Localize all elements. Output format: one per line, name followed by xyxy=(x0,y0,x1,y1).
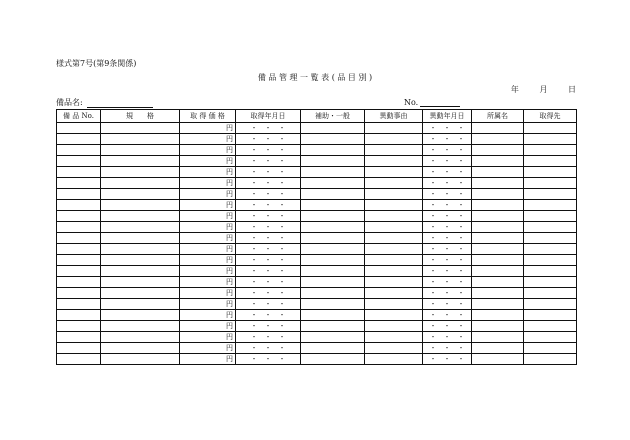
date-cell[interactable]: ・ ・ ・ xyxy=(236,145,301,156)
table-cell[interactable] xyxy=(101,156,180,167)
table-cell[interactable] xyxy=(365,332,423,343)
table-cell[interactable] xyxy=(101,288,180,299)
table-cell[interactable] xyxy=(524,266,577,277)
table-row xyxy=(57,233,577,244)
table-cell[interactable] xyxy=(365,200,423,211)
table-cell[interactable] xyxy=(57,178,101,189)
table-cell[interactable] xyxy=(472,343,524,354)
table-cell[interactable] xyxy=(101,167,180,178)
table-cell[interactable] xyxy=(101,332,180,343)
table-cell[interactable] xyxy=(101,244,180,255)
column-header: 所属名 xyxy=(472,110,524,123)
table-cell[interactable] xyxy=(365,156,423,167)
table-cell[interactable] xyxy=(472,244,524,255)
column-header: 補助・一般 xyxy=(301,110,365,123)
table-cell[interactable] xyxy=(472,255,524,266)
table-cell[interactable] xyxy=(101,178,180,189)
table-cell[interactable] xyxy=(57,299,101,310)
column-header: 規 格 xyxy=(101,110,180,123)
table-cell[interactable] xyxy=(365,145,423,156)
month-label: 月 xyxy=(539,85,548,94)
table-body xyxy=(57,123,577,365)
table-row xyxy=(57,354,577,365)
table-cell[interactable] xyxy=(301,167,365,178)
yen-cell[interactable]: 円 xyxy=(180,233,236,244)
table-cell[interactable] xyxy=(524,244,577,255)
table-cell[interactable] xyxy=(472,156,524,167)
table-cell[interactable] xyxy=(57,145,101,156)
table-cell[interactable] xyxy=(524,123,577,134)
table-row xyxy=(57,222,577,233)
table-cell[interactable] xyxy=(472,145,524,156)
date-cell[interactable]: ・ ・ ・ xyxy=(236,277,301,288)
yen-cell[interactable]: 円 xyxy=(180,332,236,343)
table-cell[interactable] xyxy=(57,156,101,167)
number-input-line[interactable] xyxy=(420,97,460,107)
table-row xyxy=(57,145,577,156)
date-cell[interactable]: ・ ・ ・ xyxy=(236,167,301,178)
table-cell[interactable] xyxy=(301,277,365,288)
table-row xyxy=(57,255,577,266)
date-cell[interactable]: ・ ・ ・ xyxy=(423,310,472,321)
table-cell[interactable] xyxy=(472,299,524,310)
column-header: 備 品 No. xyxy=(57,110,101,123)
yen-cell[interactable]: 円 xyxy=(180,189,236,200)
table-cell[interactable] xyxy=(524,354,577,365)
yen-cell[interactable]: 円 xyxy=(180,255,236,266)
date-cell[interactable]: ・ ・ ・ xyxy=(423,332,472,343)
table-cell[interactable] xyxy=(57,189,101,200)
table-cell[interactable] xyxy=(57,288,101,299)
table-row xyxy=(57,310,577,321)
date-cell[interactable]: ・ ・ ・ xyxy=(236,134,301,145)
table-cell[interactable] xyxy=(365,321,423,332)
table-cell[interactable] xyxy=(57,244,101,255)
date-cell[interactable]: ・ ・ ・ xyxy=(423,244,472,255)
table-row xyxy=(57,156,577,167)
table-cell[interactable] xyxy=(472,233,524,244)
table-cell[interactable] xyxy=(472,123,524,134)
date-cell[interactable]: ・ ・ ・ xyxy=(423,156,472,167)
table-cell[interactable] xyxy=(57,200,101,211)
table-cell[interactable] xyxy=(57,211,101,222)
table-cell[interactable] xyxy=(101,343,180,354)
date-cell[interactable]: ・ ・ ・ xyxy=(423,321,472,332)
table-cell[interactable] xyxy=(365,167,423,178)
table-row xyxy=(57,167,577,178)
table-header-row xyxy=(57,110,577,123)
table-cell[interactable] xyxy=(524,288,577,299)
date-cell[interactable]: ・ ・ ・ xyxy=(236,321,301,332)
table-cell[interactable] xyxy=(472,178,524,189)
table-cell[interactable] xyxy=(365,255,423,266)
item-name-input-line[interactable] xyxy=(87,98,153,108)
table-cell[interactable] xyxy=(101,134,180,145)
table-row xyxy=(57,266,577,277)
table-cell[interactable] xyxy=(472,266,524,277)
table-row xyxy=(57,343,577,354)
table-cell[interactable] xyxy=(524,255,577,266)
table-cell[interactable] xyxy=(472,332,524,343)
date-cell[interactable]: ・ ・ ・ xyxy=(236,288,301,299)
date-cell[interactable]: ・ ・ ・ xyxy=(236,310,301,321)
table-cell[interactable] xyxy=(301,145,365,156)
table-cell[interactable] xyxy=(524,277,577,288)
table-cell[interactable] xyxy=(57,321,101,332)
table-cell[interactable] xyxy=(301,332,365,343)
table-cell[interactable] xyxy=(472,189,524,200)
table-cell[interactable] xyxy=(101,299,180,310)
yen-cell[interactable]: 円 xyxy=(180,200,236,211)
year-label: 年 xyxy=(510,85,519,94)
table-cell[interactable] xyxy=(301,200,365,211)
table-cell[interactable] xyxy=(57,222,101,233)
table-cell[interactable] xyxy=(57,332,101,343)
table-cell[interactable] xyxy=(524,332,577,343)
date-cell[interactable]: ・ ・ ・ xyxy=(423,266,472,277)
table-cell[interactable] xyxy=(301,354,365,365)
table-cell[interactable] xyxy=(365,211,423,222)
table-cell[interactable] xyxy=(101,354,180,365)
table-cell[interactable] xyxy=(101,310,180,321)
date-cell[interactable]: ・ ・ ・ xyxy=(236,233,301,244)
date-cell[interactable]: ・ ・ ・ xyxy=(423,178,472,189)
table-cell[interactable] xyxy=(301,310,365,321)
table-cell[interactable] xyxy=(472,211,524,222)
table-cell[interactable] xyxy=(524,200,577,211)
date-cell[interactable]: ・ ・ ・ xyxy=(236,343,301,354)
date-line xyxy=(0,84,576,95)
table-cell[interactable] xyxy=(301,343,365,354)
column-header: 取得先 xyxy=(524,110,577,123)
table-cell[interactable] xyxy=(365,222,423,233)
date-cell[interactable]: ・ ・ ・ xyxy=(236,244,301,255)
date-cell[interactable]: ・ ・ ・ xyxy=(236,156,301,167)
table-cell[interactable] xyxy=(57,123,101,134)
table-cell[interactable] xyxy=(472,321,524,332)
table-row xyxy=(57,178,577,189)
table-cell[interactable] xyxy=(301,178,365,189)
date-cell[interactable]: ・ ・ ・ xyxy=(423,233,472,244)
yen-cell[interactable]: 円 xyxy=(180,354,236,365)
date-cell[interactable]: ・ ・ ・ xyxy=(423,167,472,178)
date-cell[interactable]: ・ ・ ・ xyxy=(423,123,472,134)
table-cell[interactable] xyxy=(101,200,180,211)
table-cell[interactable] xyxy=(472,167,524,178)
table-cell[interactable] xyxy=(365,277,423,288)
day-label: 日 xyxy=(568,85,576,94)
table-row xyxy=(57,321,577,332)
table-row xyxy=(57,200,577,211)
table-cell[interactable] xyxy=(57,310,101,321)
date-cell[interactable]: ・ ・ ・ xyxy=(236,189,301,200)
table-cell[interactable] xyxy=(365,123,423,134)
date-cell[interactable]: ・ ・ ・ xyxy=(423,299,472,310)
table-cell[interactable] xyxy=(524,134,577,145)
table-cell[interactable] xyxy=(365,189,423,200)
table-cell[interactable] xyxy=(57,134,101,145)
number-field xyxy=(404,97,460,107)
date-cell[interactable]: ・ ・ ・ xyxy=(423,189,472,200)
table-cell[interactable] xyxy=(57,266,101,277)
column-header: 取 得 価 格 xyxy=(180,110,236,123)
table-cell[interactable] xyxy=(301,123,365,134)
column-header: 異動事由 xyxy=(365,110,423,123)
date-cell[interactable]: ・ ・ ・ xyxy=(423,211,472,222)
table-cell[interactable] xyxy=(472,277,524,288)
yen-cell[interactable]: 円 xyxy=(180,145,236,156)
table-cell[interactable] xyxy=(524,310,577,321)
table-cell[interactable] xyxy=(101,211,180,222)
date-cell[interactable]: ・ ・ ・ xyxy=(423,343,472,354)
table-cell[interactable] xyxy=(301,288,365,299)
table-row xyxy=(57,189,577,200)
page-title: 備 品 管 理 一 覧 表 ( 品 目 別 ) xyxy=(257,73,373,82)
table-cell[interactable] xyxy=(524,343,577,354)
date-cell[interactable]: ・ ・ ・ xyxy=(423,145,472,156)
table-cell[interactable] xyxy=(524,156,577,167)
table-row xyxy=(57,134,577,145)
date-cell[interactable]: ・ ・ ・ xyxy=(423,255,472,266)
table-cell[interactable] xyxy=(101,189,180,200)
table-cell[interactable] xyxy=(365,310,423,321)
table-cell[interactable] xyxy=(57,343,101,354)
table-cell[interactable] xyxy=(301,156,365,167)
table-row xyxy=(57,288,577,299)
date-cell[interactable]: ・ ・ ・ xyxy=(236,123,301,134)
table-cell[interactable] xyxy=(101,145,180,156)
table-cell[interactable] xyxy=(472,222,524,233)
asset-table xyxy=(56,109,577,365)
table-row xyxy=(57,277,577,288)
table-cell[interactable] xyxy=(472,354,524,365)
table-row xyxy=(57,211,577,222)
table-row xyxy=(57,332,577,343)
date-cell[interactable]: ・ ・ ・ xyxy=(236,178,301,189)
table-cell[interactable] xyxy=(57,277,101,288)
yen-cell[interactable]: 円 xyxy=(180,321,236,332)
form-number: 様式第7号(第9条関係) xyxy=(56,59,137,68)
table-row xyxy=(57,299,577,310)
item-name-field xyxy=(56,97,153,108)
table-cell[interactable] xyxy=(365,343,423,354)
yen-cell[interactable]: 円 xyxy=(180,123,236,134)
yen-cell[interactable]: 円 xyxy=(180,266,236,277)
table-cell[interactable] xyxy=(101,233,180,244)
table-cell[interactable] xyxy=(301,255,365,266)
yen-cell[interactable]: 円 xyxy=(180,299,236,310)
table-cell[interactable] xyxy=(101,222,180,233)
table-cell[interactable] xyxy=(472,288,524,299)
table-cell[interactable] xyxy=(301,222,365,233)
table-cell[interactable] xyxy=(101,266,180,277)
yen-cell[interactable]: 円 xyxy=(180,134,236,145)
date-cell[interactable]: ・ ・ ・ xyxy=(423,277,472,288)
date-cell[interactable]: ・ ・ ・ xyxy=(236,255,301,266)
yen-cell[interactable]: 円 xyxy=(180,277,236,288)
date-cell[interactable]: ・ ・ ・ xyxy=(236,332,301,343)
date-cell[interactable]: ・ ・ ・ xyxy=(236,299,301,310)
yen-cell[interactable]: 円 xyxy=(180,156,236,167)
yen-cell[interactable]: 円 xyxy=(180,222,236,233)
table-cell[interactable] xyxy=(57,354,101,365)
table-cell[interactable] xyxy=(524,178,577,189)
table-cell[interactable] xyxy=(301,189,365,200)
table-row xyxy=(57,123,577,134)
table-cell[interactable] xyxy=(524,321,577,332)
table-cell[interactable] xyxy=(301,299,365,310)
table-cell[interactable] xyxy=(524,167,577,178)
table-cell[interactable] xyxy=(365,134,423,145)
table-cell[interactable] xyxy=(365,233,423,244)
item-name-label: 備品名: xyxy=(56,98,83,107)
table-cell[interactable] xyxy=(301,134,365,145)
yen-cell[interactable]: 円 xyxy=(180,288,236,299)
table-cell[interactable] xyxy=(301,244,365,255)
table-row xyxy=(57,244,577,255)
yen-cell[interactable]: 円 xyxy=(180,167,236,178)
table-cell[interactable] xyxy=(365,288,423,299)
table-cell[interactable] xyxy=(101,123,180,134)
column-header: 取得年月日 xyxy=(236,110,301,123)
table-cell[interactable] xyxy=(301,321,365,332)
table-cell[interactable] xyxy=(365,354,423,365)
date-cell[interactable]: ・ ・ ・ xyxy=(423,222,472,233)
table-cell[interactable] xyxy=(524,299,577,310)
table-cell[interactable] xyxy=(365,244,423,255)
table-cell[interactable] xyxy=(472,200,524,211)
date-cell[interactable]: ・ ・ ・ xyxy=(236,211,301,222)
date-cell[interactable]: ・ ・ ・ xyxy=(236,266,301,277)
table-cell[interactable] xyxy=(524,233,577,244)
table-cell[interactable] xyxy=(57,255,101,266)
table-cell[interactable] xyxy=(472,134,524,145)
table-cell[interactable] xyxy=(524,189,577,200)
table-cell[interactable] xyxy=(301,266,365,277)
date-cell[interactable]: ・ ・ ・ xyxy=(236,354,301,365)
yen-cell[interactable]: 円 xyxy=(180,244,236,255)
column-header: 異動年月日 xyxy=(423,110,472,123)
table-cell[interactable] xyxy=(57,233,101,244)
yen-cell[interactable]: 円 xyxy=(180,211,236,222)
table-cell[interactable] xyxy=(524,211,577,222)
table-cell[interactable] xyxy=(101,321,180,332)
table-cell[interactable] xyxy=(472,310,524,321)
table-cell[interactable] xyxy=(524,222,577,233)
date-cell[interactable]: ・ ・ ・ xyxy=(236,200,301,211)
yen-cell[interactable]: 円 xyxy=(180,310,236,321)
number-label: No. xyxy=(404,98,419,107)
table-cell[interactable] xyxy=(301,211,365,222)
table-cell[interactable] xyxy=(101,277,180,288)
date-cell[interactable]: ・ ・ ・ xyxy=(423,134,472,145)
date-cell[interactable]: ・ ・ ・ xyxy=(423,288,472,299)
yen-cell[interactable]: 円 xyxy=(180,343,236,354)
date-cell[interactable]: ・ ・ ・ xyxy=(236,222,301,233)
table-cell[interactable] xyxy=(365,266,423,277)
table-cell[interactable] xyxy=(101,255,180,266)
table-cell[interactable] xyxy=(365,299,423,310)
table-cell[interactable] xyxy=(57,167,101,178)
date-cell[interactable]: ・ ・ ・ xyxy=(423,200,472,211)
yen-cell[interactable]: 円 xyxy=(180,178,236,189)
date-cell[interactable]: ・ ・ ・ xyxy=(423,354,472,365)
table-cell[interactable] xyxy=(524,145,577,156)
table-cell[interactable] xyxy=(365,178,423,189)
table-cell[interactable] xyxy=(301,233,365,244)
